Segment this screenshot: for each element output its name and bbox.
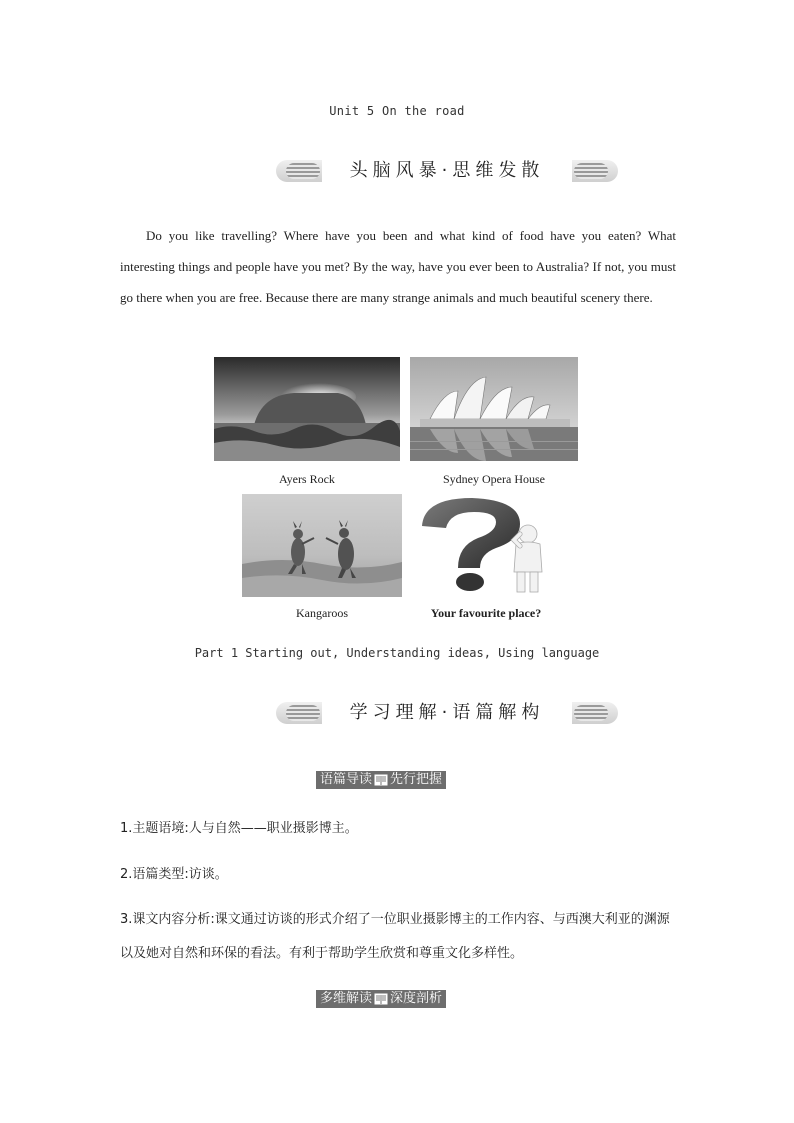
banner-left-stripes [286, 163, 320, 179]
tag-multi-reading [316, 990, 446, 1008]
unit-title: Unit 5 On the road [329, 104, 465, 118]
ayers-rock-photo [214, 357, 400, 461]
list-item: 1.主题语境:人与自然——职业摄影博主。 [120, 821, 358, 836]
list-item: 3.课文内容分析:课文通过访谈的形式介绍了一位职业摄影博主的工作内容、与西澳大利亚的渊源以及她对自然和环保的看法。有利于帮助学生欣赏和尊重文化多样性。 [120, 912, 670, 961]
tag-right-text: 深度剖析 [390, 991, 443, 1006]
section-banner-learning [276, 700, 618, 726]
book-icon [374, 774, 388, 786]
tag-right-text: 先行把握 [390, 772, 443, 787]
banner-label: 头脑风暴·思维发散 [322, 158, 572, 184]
tag-reading-guide [316, 771, 446, 789]
tag-left-text: 多维解读 [320, 991, 373, 1006]
list-item: 2.语篇类型:访谈。 [120, 867, 228, 882]
opera-house-photo [410, 357, 578, 461]
banner-left-stripes [286, 705, 320, 721]
question-mark-icon [416, 494, 556, 598]
book-icon [374, 993, 388, 1005]
caption-favourite-place: Your favourite place? [430, 606, 542, 620]
opera-house-image [410, 357, 578, 461]
banner-label: 学习理解·语篇解构 [322, 700, 572, 726]
banner-right-stripes [574, 705, 608, 721]
caption-opera-house: Sydney Opera House [443, 472, 545, 486]
part-title: Part 1 Starting out, Understanding ideas, Using language [194, 646, 600, 660]
section-banner-brainstorm [276, 158, 618, 184]
kangaroos-photo [242, 494, 402, 597]
question-mark-figure [416, 494, 556, 598]
tag-left-text: 语篇导读 [320, 772, 373, 787]
caption-kangaroos: Kangaroos [296, 606, 348, 620]
ayers-rock-image [214, 357, 400, 461]
kangaroos-image [242, 494, 402, 597]
banner-right-stripes [574, 163, 608, 179]
intro-paragraph [120, 220, 676, 313]
intro-text: Do you like travelling? Where have you been and what kind of food have you eaten? What interesting things and people have you met? By the way, have you ever been to Australia? If not, you must go there when you are free. Because there are many strange animals and much beautiful scenery there. [120, 228, 676, 305]
caption-ayers-rock: Ayers Rock [279, 472, 335, 486]
